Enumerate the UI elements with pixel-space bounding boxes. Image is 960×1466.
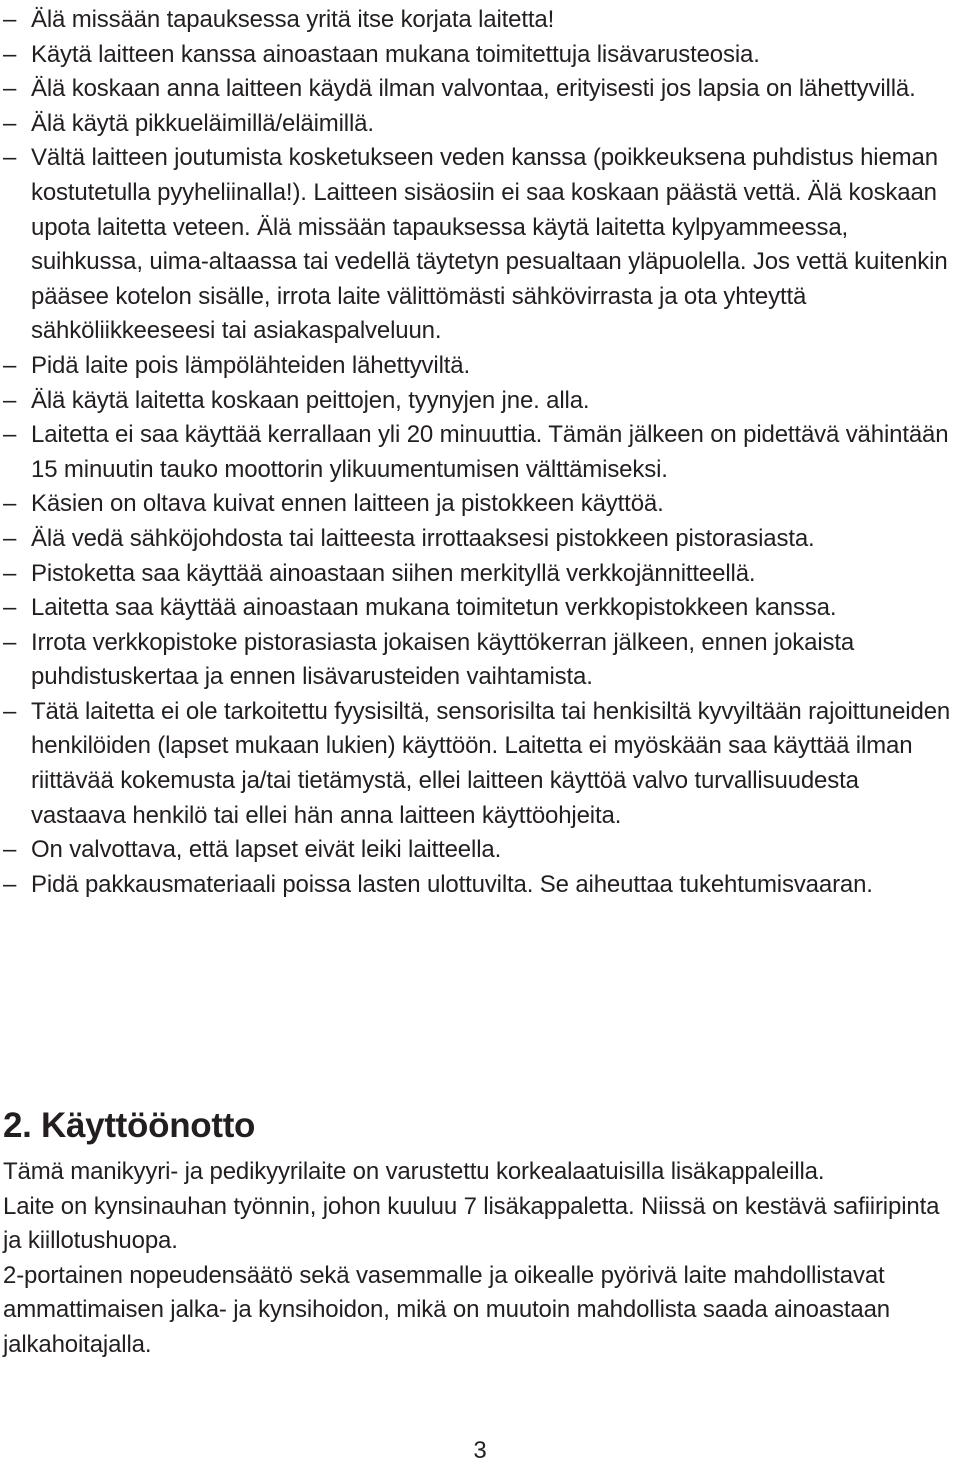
- list-item: [0, 626, 955, 695]
- safety-instructions-list: [0, 3, 955, 902]
- list-item-text: Käsien on oltava kuivat ennen laitteen ja pistokkeen käyttöä.: [31, 490, 664, 518]
- list-item-text: Älä käytä laitetta koskaan peittojen, tyynyjen jne. alla.: [31, 386, 590, 414]
- bullet-dash: –: [3, 109, 17, 137]
- list-item: [0, 72, 955, 107]
- bullet-dash: –: [3, 628, 17, 656]
- list-item-text: Älä koskaan anna laitteen käydä ilman valvontaa, erityisesti jos lapsia on lähettyvillä.: [31, 75, 916, 103]
- list-item: [0, 3, 955, 38]
- list-item-text: Pistoketta saa käyttää ainoastaan siihen merkityllä verkkojännitteellä.: [31, 559, 756, 587]
- bullet-dash: –: [3, 697, 17, 725]
- bullet-dash: –: [3, 351, 17, 379]
- list-item-text: On valvottava, että lapset eivät leiki laitteella.: [31, 836, 502, 864]
- bullet-dash: –: [3, 490, 17, 518]
- paragraph: Tämä manikyyri- ja pedikyyrilaite on varustettu korkealaatuisilla lisäkappaleilla.: [3, 1158, 825, 1185]
- list-item: [0, 349, 955, 384]
- list-item: [0, 522, 955, 557]
- list-item-text: Pidä laite pois lämpölähteiden lähettyviltä.: [31, 351, 471, 379]
- section-heading: 2. Käyttöönotto: [3, 1106, 256, 1145]
- paragraph: Laite on kynsinauhan työnnin, johon kuuluu 7 lisäkappaletta. Niissä on kestävä safiiripinta ja kiillotushuopa.: [3, 1192, 940, 1255]
- bullet-dash: –: [3, 594, 17, 622]
- bullet-dash: –: [3, 870, 17, 898]
- bullet-dash: –: [3, 386, 17, 414]
- list-item: [0, 141, 955, 349]
- list-item: [0, 487, 955, 522]
- bullet-dash: –: [3, 40, 17, 68]
- list-item-text: Älä missään tapauksessa yritä itse korjata laitetta!: [31, 6, 555, 33]
- list-item: [0, 557, 955, 592]
- bullet-dash: –: [3, 559, 17, 587]
- list-item-text: Vältä laitteen joutumista kosketukseen veden kanssa (poikkeuksena puhdistus hieman kostutetulla pyyheliinalla!). Laitteen sisäosiin ei saa koskaan päästä vettä. Älä koskaan upota laitetta veteen. Älä missään tapauksessa käytä laitetta kylpyammeessa, suihkussa, uima-altaassa tai vedellä täytetyn pesualtaan yläpuolella. Jos vettä kuitenkin pääsee kotelon sisälle, irrota laite välittömästi sähkövirrasta ja ota yhteyttä sähköliikkeeseesi tai asiakaspalveluun.: [31, 144, 948, 345]
- section-body: [3, 1155, 948, 1363]
- list-item: [0, 384, 955, 419]
- list-item-text: Laitetta saa käyttää ainoastaan mukana toimitetun verkkopistokkeen kanssa.: [31, 594, 837, 622]
- list-item-text: Käytä laitteen kanssa ainoastaan mukana toimitettuja lisävarusteosia.: [31, 40, 760, 68]
- list-item-text: Tätä laitetta ei ole tarkoitettu fyysisiltä, sensorisilta tai henkisiltä kyvyiltään rajoittuneiden henkilöiden (lapset mukaan lukien) käyttöön. Laitetta ei myöskään saa käyttää ilman riittävää kokemusta ja/tai tietämystä, ellei laitteen käyttöä valvo turvallisuudesta vastaava henkilö tai ellei hän anna laitteen käyttöohjeita.: [31, 697, 951, 829]
- page-number: 3: [473, 1437, 487, 1464]
- list-item-text: Älä vedä sähköjohdosta tai laitteesta irrottaaksesi pistokkeen pistorasiasta.: [31, 524, 815, 552]
- list-item: [0, 868, 955, 903]
- list-item-text: Älä käytä pikkueläimillä/eläimillä.: [31, 109, 374, 137]
- list-item-text: Laitetta ei saa käyttää kerrallaan yli 20 minuuttia. Tämän jälkeen on pidettävä vähintään 15 minuutin tauko moottorin ylikuumentumisen välttämiseksi.: [31, 421, 949, 483]
- list-item-text: Irrota verkkopistoke pistorasiasta jokaisen käyttökerran jälkeen, ennen jokaista puhdistuskertaa ja ennen lisävarusteiden vaihtamista.: [31, 628, 855, 691]
- bullet-dash: –: [3, 6, 17, 33]
- bullet-dash: –: [3, 836, 17, 864]
- list-item: [0, 695, 955, 833]
- list-item: [0, 833, 955, 868]
- paragraph: 2-portainen nopeudensäätö sekä vasemmalle ja oikealle pyörivä laite mahdollistavat ammattimaisen jalka- ja kynsihoidon, mikä on muutoin mahdollista saada ainoastaan jalkahoitajalla.: [3, 1261, 890, 1358]
- bullet-dash: –: [3, 144, 17, 172]
- bullet-dash: –: [3, 524, 17, 552]
- list-item: [0, 107, 955, 142]
- bullet-dash: –: [3, 75, 17, 103]
- list-item: [0, 38, 955, 73]
- list-item-text: Pidä pakkausmateriaali poissa lasten ulottuvilta. Se aiheuttaa tukehtumisvaaran.: [31, 870, 873, 898]
- list-item: [0, 418, 955, 487]
- list-item: [0, 591, 955, 626]
- bullet-dash: –: [3, 421, 17, 449]
